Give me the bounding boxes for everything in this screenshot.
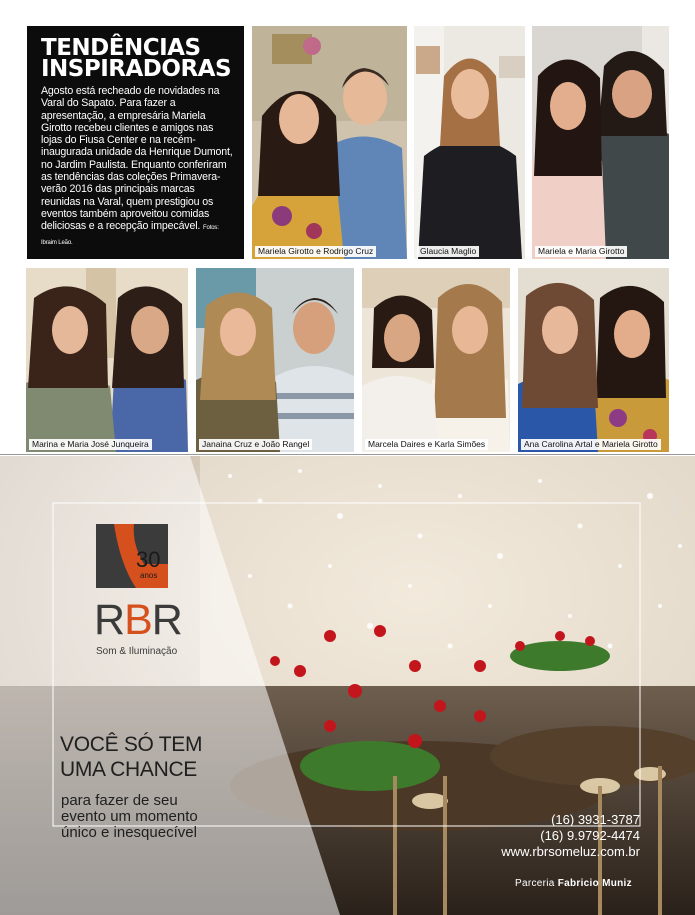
ad-headline — [60, 732, 202, 782]
photo-credit: Fotos: Ibraim Leão. — [41, 225, 219, 246]
photo-4-image — [26, 268, 188, 452]
photo-4-caption: Marina e Maria José Junqueira — [29, 439, 152, 450]
phone-1: (16) 3931-3787 — [551, 812, 640, 827]
phone-2: (16) 9.9792-4474 — [540, 828, 640, 843]
partner-label: Parceria — [515, 878, 555, 889]
website-link: www.rbrsomeluz.com.br — [501, 844, 640, 859]
photo-6 — [362, 268, 510, 452]
brand-letter-r1: R — [94, 596, 125, 644]
photo-2-image — [414, 26, 525, 259]
photo-5-caption: Janaina Cruz e João Rangel — [199, 439, 312, 450]
article-title-line1: TENDÊNCIAS — [41, 35, 201, 61]
photo-6-caption: Marcela Daires e Karla Simões — [365, 439, 488, 450]
partner-name: Fabricio Muniz — [557, 878, 632, 889]
article-title-line2: INSPIRADORAS — [41, 56, 232, 82]
photo-7-caption: Ana Carolina Artal e Mariela Girotto — [521, 439, 661, 450]
ad-subheadline — [61, 793, 198, 841]
photo-7 — [518, 268, 669, 452]
brand-wordmark — [94, 596, 182, 644]
ad-headline-line1: VOCÊ SÓ TEM — [60, 733, 203, 756]
article-title — [41, 35, 234, 82]
logo-years-number: 30 — [136, 547, 161, 572]
article-intro-box — [27, 26, 244, 259]
ad-sub-line3: único e inesquecível — [61, 824, 197, 841]
photo-7-image — [518, 268, 669, 452]
article-body — [41, 85, 234, 249]
photo-2 — [414, 26, 525, 259]
photo-4 — [26, 268, 188, 452]
photo-3-caption: Mariela e Maria Girotto — [535, 246, 627, 257]
vertical-ad-credit: Anúncio — [672, 496, 678, 515]
photo-2-caption: Glaucia Maglio — [417, 246, 479, 257]
ad-sub-line2: evento um momento — [61, 808, 198, 825]
photo-5-image — [196, 268, 354, 452]
partner-credit — [515, 878, 632, 889]
brand-letter-b: B — [124, 596, 152, 644]
brand-letter-r2: R — [151, 596, 182, 644]
ad-contact — [488, 812, 640, 860]
logo-years-label: anos — [140, 571, 158, 580]
ad-sub-line1: para fazer de seu — [61, 792, 178, 809]
article-body-text: Agosto está recheado de novidades na Varal do Sapato. Para fazer a apresentação, a empresária Mariela Girotto recebeu clientes e amigos nas lojas do Fiusa Center e na recém-inaugurada unidade da Henrique Dumont, no Jardim Paulista. Enquanto conferiram as tendências das coleções Primavera-verão 2016 das principais marcas reunidas na Varal, quem prestigiou os eventos também aproveitou comidas deliciosas e a recepção impecável. — [41, 85, 233, 233]
photo-3 — [532, 26, 669, 259]
section-divider — [0, 454, 695, 455]
photo-1-image — [252, 26, 407, 259]
photo-1-caption: Mariela Girotto e Rodrigo Cruz — [255, 246, 376, 257]
ad-headline-line2: UMA CHANCE — [60, 758, 198, 781]
photo-6-image — [362, 268, 510, 452]
photo-1 — [252, 26, 407, 259]
brand-tagline: Som & Iluminação — [96, 646, 178, 657]
photo-3-image — [532, 26, 669, 259]
photo-5 — [196, 268, 354, 452]
